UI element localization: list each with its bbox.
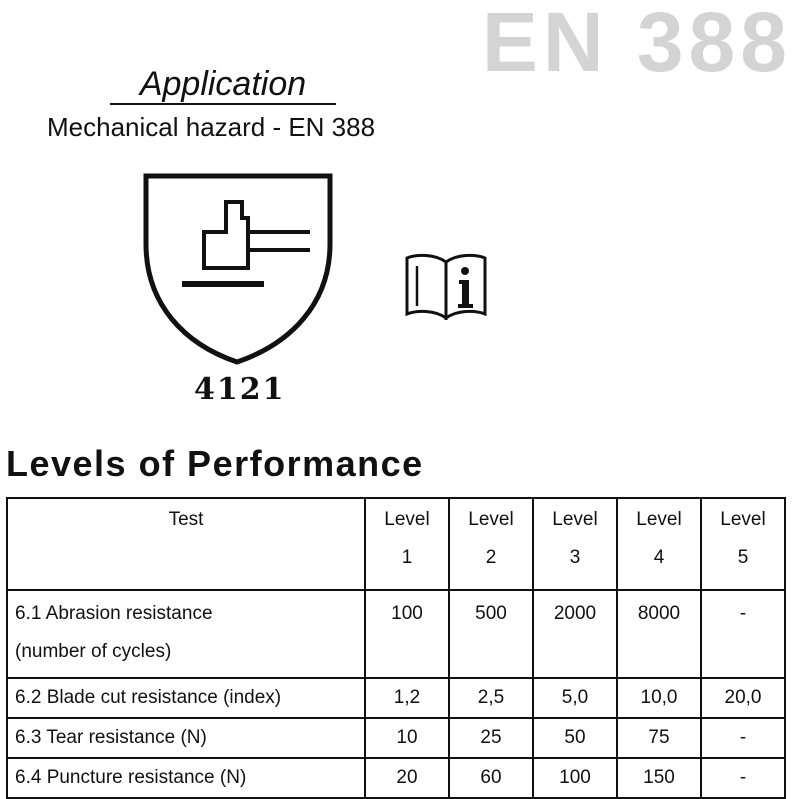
level-number: 2 (485, 547, 497, 568)
table-header-row (7, 498, 785, 590)
open-book-info-icon (403, 252, 489, 320)
table-row (7, 758, 785, 798)
value-cell: 10,0 (617, 678, 701, 718)
value-cell: 10 (365, 718, 449, 758)
value-cell: - (701, 590, 785, 678)
value-cell: 20 (365, 758, 449, 798)
test-name-cell: 6.2 Blade cut resistance (index) (7, 678, 365, 718)
level-number: 1 (401, 547, 413, 568)
test-name-cell (7, 590, 365, 678)
table-row (7, 718, 785, 758)
test-unit: (number of cycles) (15, 641, 172, 662)
value-cell: 75 (617, 718, 701, 758)
column-header-level-3 (533, 498, 617, 590)
levels-title: Levels of Performance (6, 443, 424, 484)
value-cell: 1,2 (365, 678, 449, 718)
test-name-cell: 6.4 Puncture resistance (N) (7, 758, 365, 798)
level-word: Level (468, 509, 514, 530)
value-cell: 5,0 (533, 678, 617, 718)
application-heading: Application (110, 66, 336, 105)
value-cell: - (701, 758, 785, 798)
value-cell: 150 (617, 758, 701, 798)
value-cell: 25 (449, 718, 533, 758)
performance-code: 4121 (194, 372, 286, 407)
table-row (7, 678, 785, 718)
value-cell: 50 (533, 718, 617, 758)
level-word: Level (636, 509, 682, 530)
level-number: 5 (737, 547, 749, 568)
level-word: Level (720, 509, 766, 530)
en388-watermark: EN 388 (481, 0, 792, 89)
column-header-level-2 (449, 498, 533, 590)
column-header-level-4 (617, 498, 701, 590)
value-cell: - (701, 718, 785, 758)
column-header-level-1 (365, 498, 449, 590)
value-cell: 500 (449, 590, 533, 678)
value-cell: 60 (449, 758, 533, 798)
level-word: Level (384, 509, 430, 530)
level-word: Level (552, 509, 598, 530)
performance-table (6, 497, 786, 799)
column-header-level-5 (701, 498, 785, 590)
column-header-test: Test (7, 498, 365, 590)
application-subtitle: Mechanical hazard - EN 388 (47, 112, 376, 142)
value-cell: 100 (365, 590, 449, 678)
value-cell: 2,5 (449, 678, 533, 718)
value-cell: 2000 (533, 590, 617, 678)
value-cell: 8000 (617, 590, 701, 678)
value-cell: 20,0 (701, 678, 785, 718)
level-number: 4 (653, 547, 665, 568)
hammer-on-anvil-shield-icon (140, 172, 334, 366)
table-row (7, 590, 785, 678)
level-number: 3 (569, 547, 581, 568)
value-cell: 100 (533, 758, 617, 798)
test-name: 6.1 Abrasion resistance (15, 603, 213, 624)
test-name-cell: 6.3 Tear resistance (N) (7, 718, 365, 758)
